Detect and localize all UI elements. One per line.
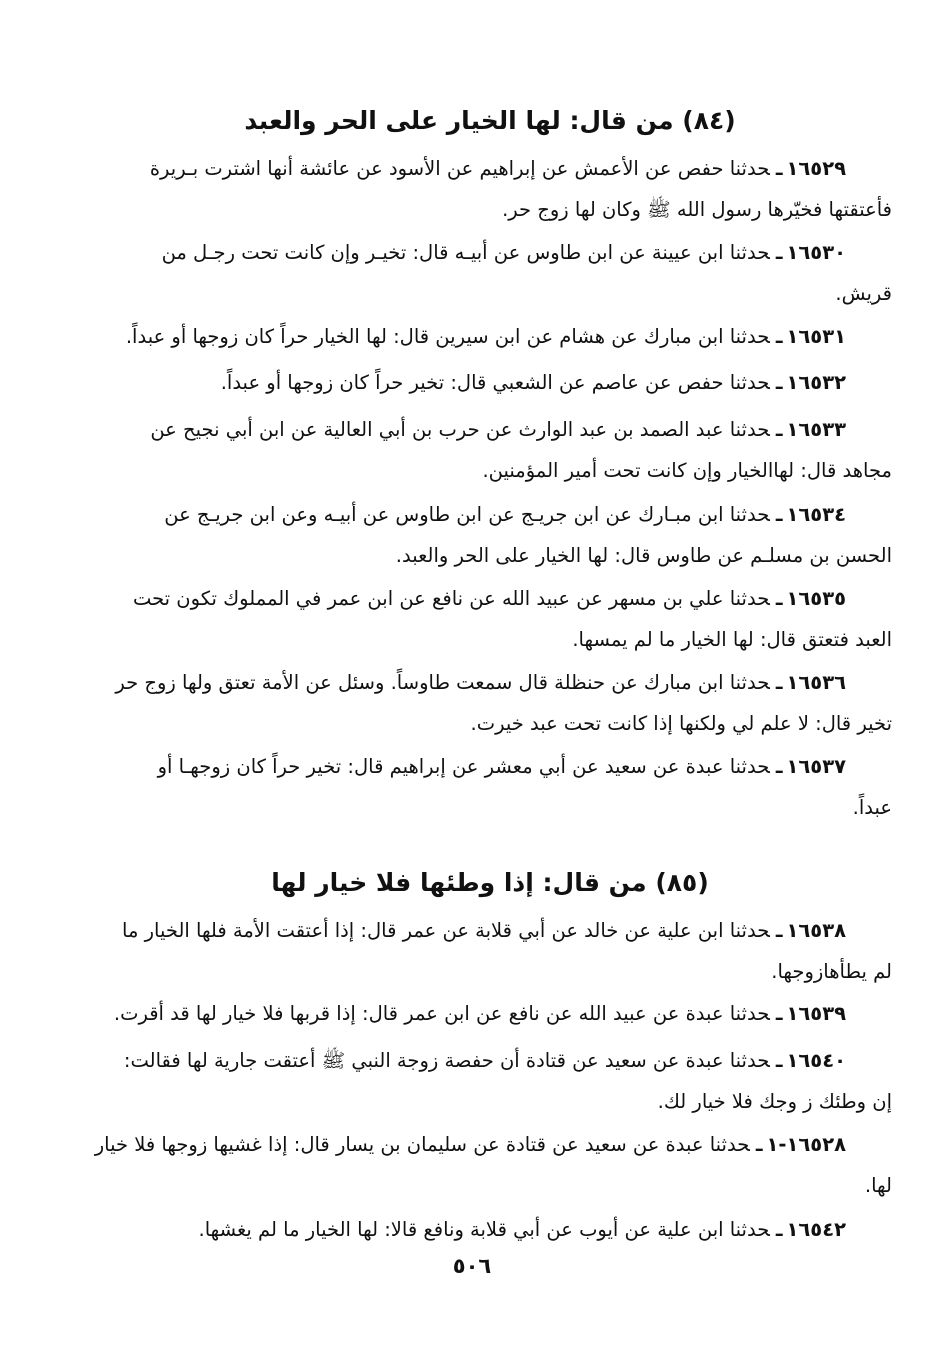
- entry-number: ١٦٥٣٤: [786, 503, 846, 526]
- entry-number: ١٦٥٣٣: [786, 418, 846, 441]
- entry-text: حدثنا عبدة عن سعيد عن قتادة عن سليمان بن يسار قال: إذا غشيها زوجها فلا خيار: [94, 1133, 750, 1156]
- entry-number: ١٦٥٤٠: [786, 1049, 846, 1072]
- entry-text: حدثنا علي بن مسهر عن عبيد الله عن نافع عن ابن عمر في المملوك تكون تحت: [132, 587, 770, 610]
- entry-text: حدثنا عبدة عن عبيد الله عن نافع عن ابن عمر قال: إذا قربها فلا خيار لها قد أقرت.: [113, 1002, 770, 1025]
- entry-line: لها.: [864, 1174, 892, 1197]
- entry-line: ١٦٥٢٨-١ـحدثنا عبدة عن سعيد عن قتادة عن سليمان بن يسار قال: إذا غشيها زوجها فلا خيار: [94, 1133, 846, 1156]
- entry-text: حدثنا عبد الصمد بن عبد الوارث عن حرب بن أبي العالية عن ابن أبي نجيح عن: [150, 418, 770, 441]
- entry-text: حدثنا حفص عن الأعمش عن إبراهيم عن الأسود عن عائشة أنها اشترت بـريرة: [149, 157, 770, 180]
- entry-text: حدثنا ابن مبـارك عن ابن جريـج عن ابن طاوس عن أبيـه وعن ابن جريـج عن: [164, 503, 770, 526]
- entry-text: حدثنا حفص عن عاصم عن الشعبي قال: تخير حراً كان زوجها أو عبداً.: [220, 371, 770, 394]
- hadith-entry-16530: [92, 232, 892, 314]
- entry-line: ١٦٥٣٦ـحدثنا ابن مبارك عن حنظلة قال سمعت طاوساً. وسئل عن الأمة تعتق ولها زوج حر: [115, 671, 846, 694]
- entry-number: ١٦٥٤٢: [786, 1218, 846, 1241]
- entry-number: ١٦٥٣١: [786, 325, 846, 348]
- entry-line: ١٦٥٣٤ـحدثنا ابن مبـارك عن ابن جريـج عن ابن طاوس عن أبيـه وعن ابن جريـج عن: [164, 503, 846, 526]
- entry-number: ١٦٥٣٧: [786, 755, 846, 778]
- hadith-entry-16531: [92, 316, 892, 357]
- entry-line: ١٦٥٤٢ـحدثنا ابن علية عن أيوب عن أبي قلابة ونافع قالا: لها الخيار ما لم يغشها.: [198, 1218, 846, 1241]
- hadith-entry-16536: [92, 662, 892, 744]
- entry-line: ١٦٥٣٧ـحدثنا عبدة عن سعيد عن أبي معشر عن إبراهيم قال: تخير حراً كان زوجهـا أو: [157, 755, 846, 778]
- hadith-entry-16533: [92, 409, 892, 491]
- entry-number: ١٦٥٣٦: [786, 671, 846, 694]
- entry-line: ١٦٥٣٣ـحدثنا عبد الصمد بن عبد الوارث عن حرب بن أبي العالية عن ابن أبي نجيح عن: [150, 418, 846, 441]
- entry-text: حدثنا عبدة عن سعيد عن أبي معشر عن إبراهيم قال: تخير حراً كان زوجهـا أو: [157, 755, 770, 778]
- entry-line: تخير قال: لا علم لي ولكنها إذا كانت تحت عبد خيرت.: [470, 712, 892, 735]
- entry-line: ١٦٥٣٨ـحدثنا ابن علية عن خالد عن أبي قلابة عن عمر قال: إذا أعتقت الأمة فلها الخيار ما: [122, 919, 846, 942]
- hadith-entry-16542: [92, 1209, 892, 1250]
- entry-line: ١٦٥٢٩ـحدثنا حفص عن الأعمش عن إبراهيم عن الأسود عن عائشة أنها اشترت بـريرة: [149, 157, 846, 180]
- entry-line: إن وطئك ز وجك فلا خيار لك.: [657, 1090, 892, 1113]
- page-number: ٥٠٦: [452, 1254, 492, 1278]
- entry-number: ١٦٥٣٥: [786, 587, 846, 610]
- entry-text: حدثنا ابن عيينة عن ابن طاوس عن أبيـه قال: تخيـر وإن كانت تحت رجـل من: [161, 241, 770, 264]
- entry-number: ١٦٥٣٢: [786, 371, 846, 394]
- chapter-title-84: (٨٤) من قال: لها الخيار على الحر والعبد: [244, 106, 736, 135]
- hadith-entry-16532: [92, 362, 892, 403]
- entry-line: ١٦٥٣٥ـحدثنا علي بن مسهر عن عبيد الله عن نافع عن ابن عمر في المملوك تكون تحت: [132, 587, 846, 610]
- hadith-entry-16539: [92, 993, 892, 1034]
- entry-line: لم يطأهازوجها.: [771, 960, 892, 983]
- entry-line: العبد فتعتق قال: لها الخيار ما لم يمسها.: [572, 628, 892, 651]
- entry-text: حدثنا ابن مبارك عن حنظلة قال سمعت طاوساً. وسئل عن الأمة تعتق ولها زوج حر: [115, 671, 770, 694]
- entry-line: عبداً.: [852, 796, 892, 819]
- hadith-entry-16540: [92, 1040, 892, 1122]
- entry-line: ١٦٥٣٠ـحدثنا ابن عيينة عن ابن طاوس عن أبيـه قال: تخيـر وإن كانت تحت رجـل من: [161, 241, 846, 264]
- entry-line: ١٦٥٤٠ـحدثنا عبدة عن سعيد عن قتادة أن حفصة زوجة النبي ﷺ أعتقت جارية لها فقالت:: [123, 1049, 846, 1072]
- entry-number: ١٦٥٣٩: [786, 1002, 846, 1025]
- entry-line: مجاهد قال: لهاالخيار وإن كانت تحت أمير المؤمنين.: [482, 459, 892, 482]
- hadith-entry-16534: [92, 494, 892, 576]
- entry-number: ١٦٥٢٨-١: [766, 1133, 846, 1156]
- entry-line: ١٦٥٣١ـحدثنا ابن مبارك عن هشام عن ابن سيرين قال: لها الخيار حراً كان زوجها أو عبداً.: [125, 325, 846, 348]
- chapter-title-85: (٨٥) من قال: إذا وطئها فلا خيار لها: [271, 868, 709, 897]
- hadith-entry-16528-1: [92, 1124, 892, 1206]
- entry-number: ١٦٥٣٨: [786, 919, 846, 942]
- entry-line: ١٦٥٣٩ـحدثنا عبدة عن عبيد الله عن نافع عن ابن عمر قال: إذا قربها فلا خيار لها قد أقرت.: [113, 1002, 846, 1025]
- hadith-entry-16529: [92, 148, 892, 230]
- entry-line: فأعتقتها فخيّرها رسول الله ﷺ وكان لها زوج حر.: [502, 198, 892, 221]
- hadith-entry-16535: [92, 578, 892, 660]
- entry-line: ١٦٥٣٢ـحدثنا حفص عن عاصم عن الشعبي قال: تخير حراً كان زوجها أو عبداً.: [220, 371, 846, 394]
- entry-number: ١٦٥٣٠: [786, 241, 846, 264]
- entry-number: ١٦٥٢٩: [786, 157, 846, 180]
- entry-line: الحسن بن مسلـم عن طاوس قال: لها الخيار على الحر والعبد.: [395, 544, 892, 567]
- entry-text: حدثنا ابن علية عن خالد عن أبي قلابة عن عمر قال: إذا أعتقت الأمة فلها الخيار ما: [122, 919, 770, 942]
- entry-line: قريش.: [835, 282, 892, 305]
- hadith-entry-16537: [92, 746, 892, 828]
- entry-text: حدثنا عبدة عن سعيد عن قتادة أن حفصة زوجة النبي ﷺ أعتقت جارية لها فقالت:: [123, 1049, 770, 1072]
- hadith-entry-16538: [92, 910, 892, 992]
- entry-text: حدثنا ابن علية عن أيوب عن أبي قلابة ونافع قالا: لها الخيار ما لم يغشها.: [198, 1218, 770, 1241]
- entry-text: حدثنا ابن مبارك عن هشام عن ابن سيرين قال: لها الخيار حراً كان زوجها أو عبداً.: [125, 325, 770, 348]
